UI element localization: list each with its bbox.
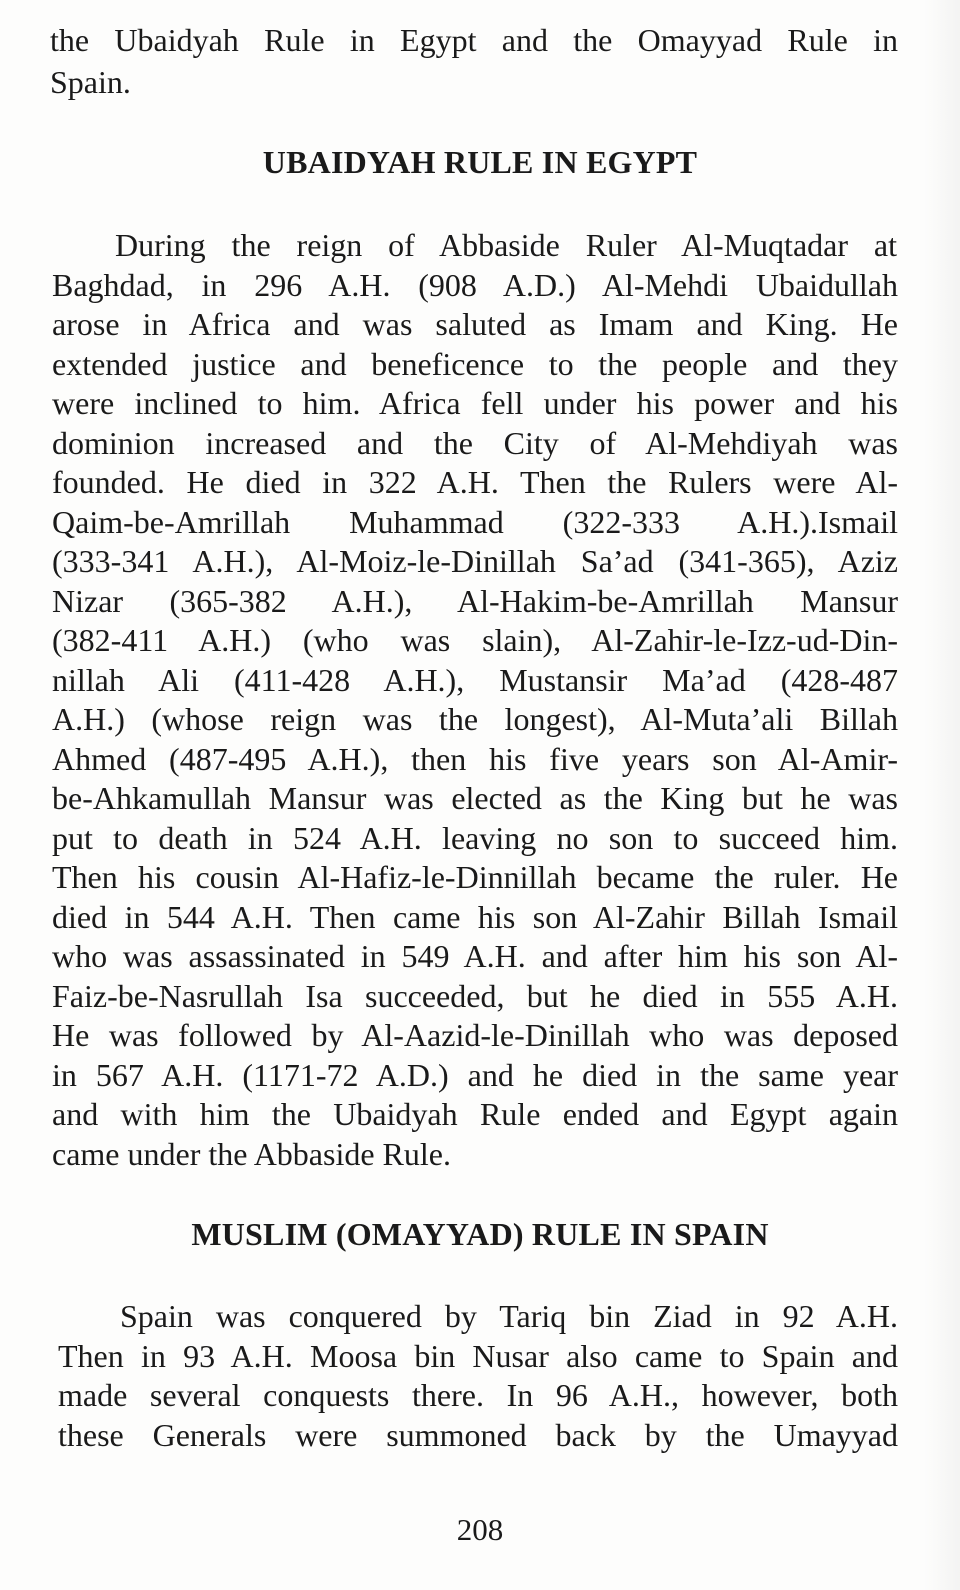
body-line: (333-341 A.H.), Al-Moiz-le-Dinillah Sa’ad (341-365), Aziz [52,543,898,579]
intro-line: Spain. [50,64,131,100]
body-line: Ahmed (487-495 A.H.), then his five years son Al-Amir- [52,741,898,777]
body-line: Then his cousin Al-Hafiz-le-Dinnillah became the ruler. He [52,859,898,895]
body-line: Qaim-be-Amrillah Muhammad (322-333 A.H.).Ismail [52,504,898,540]
body-line: dominion increased and the City of Al-Mehdiyah was [52,425,898,461]
page-edge-shadow [924,0,960,1590]
body-line: in 567 A.H. (1171-72 A.D.) and he died in the same year [52,1057,898,1093]
body-line: nillah Ali (411-428 A.H.), Mustansir Ma’ad (428-487 [52,662,898,698]
body-line: be-Ahkamullah Mansur was elected as the King but he was [52,780,898,816]
page-number: 208 [456,1512,504,1547]
body-line: Then in 93 A.H. Moosa bin Nusar also came to Spain and [58,1338,898,1374]
body-line: Faiz-be-Nasrullah Isa succeeded, but he died in 555 A.H. [52,978,898,1014]
body-line: extended justice and beneficence to the people and they [52,346,898,382]
body-line: During the reign of Abbaside Ruler Al-Muqtadar at [115,227,897,263]
body-line: Baghdad, in 296 A.H. (908 A.D.) Al-Mehdi Ubaidullah [52,267,898,303]
body-line: and with him the Ubaidyah Rule ended and Egypt again [52,1096,898,1132]
body-line: (382-411 A.H.) (who was slain), Al-Zahir-le-Izz-ud-Din- [52,622,898,658]
intro-line: the Ubaidyah Rule in Egypt and the Omayyad Rule in [50,22,898,58]
section-heading-omayyad: MUSLIM (OMAYYAD) RULE IN SPAIN [191,1216,769,1252]
body-line: put to death in 524 A.H. leaving no son to succeed him. [52,820,898,856]
body-line: He was followed by Al-Aazid-le-Dinillah who was deposed [52,1017,898,1053]
body-line: Nizar (365-382 A.H.), Al-Hakim-be-Amrillah Mansur [52,583,898,619]
body-line: A.H.) (whose reign was the longest), Al-Muta’ali Billah [52,701,898,737]
body-line: made several conquests there. In 96 A.H., however, both [58,1377,898,1413]
body-line: who was assassinated in 549 A.H. and after him his son Al- [52,938,898,974]
section-heading-ubaidyah: UBAIDYAH RULE IN EGYPT [262,144,698,180]
body-line: Spain was conquered by Tariq bin Ziad in 92 A.H. [120,1298,898,1334]
body-line: arose in Africa and was saluted as Imam and King. He [52,306,898,342]
body-line: died in 544 A.H. Then came his son Al-Zahir Billah Ismail [52,899,898,935]
body-line: these Generals were summoned back by the Umayyad [58,1417,898,1453]
body-line: were inclined to him. Africa fell under his power and his [52,385,898,421]
body-line: came under the Abbaside Rule. [52,1136,451,1172]
body-line: founded. He died in 322 A.H. Then the Rulers were Al- [52,464,898,500]
